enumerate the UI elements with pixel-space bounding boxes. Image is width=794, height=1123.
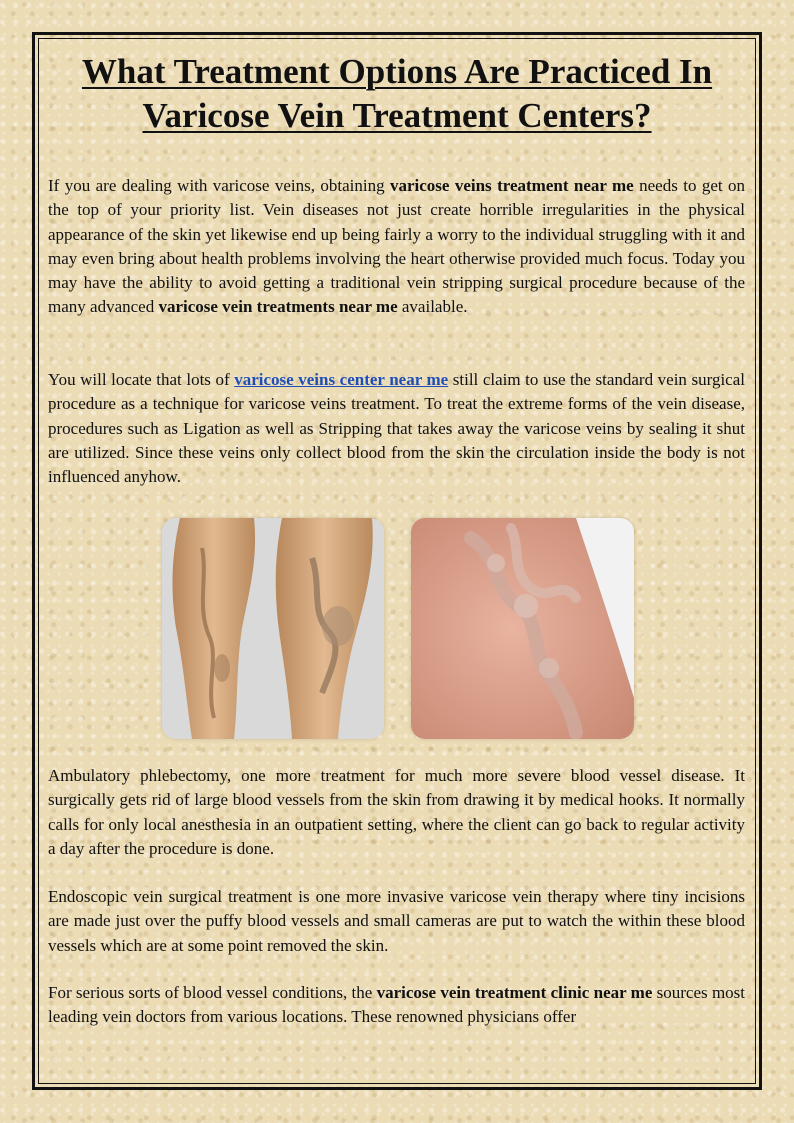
knee-varicose-veins-photo [411, 518, 634, 739]
clinic-keyword: varicose vein treatment clinic near me [376, 983, 653, 1002]
varicose-veins-center-link[interactable]: varicose veins center near me [234, 370, 449, 389]
clinic-text-1: For serious sorts of blood vessel conditions, the [48, 983, 377, 1002]
title-line-1: What Treatment Options Are Practiced In [81, 52, 713, 91]
title-line-2: Varicose Vein Treatment Centers? [142, 96, 652, 135]
paragraph-vein-center [48, 368, 745, 489]
intro-text-1: If you are dealing with varicose veins, obtaining [48, 176, 390, 195]
center-text-2: still claim to use the standard vein surgical procedure as a technique for varicose veins treatment. To treat the extreme forms of the vein disease, procedures such as Ligation as well as Stripping that takes away the varicose veins by sealing it shut are utilized. Since these veins only collect blood from the skin the circulation inside the body is not influenced anyhow. [48, 370, 745, 487]
page-title [48, 50, 746, 138]
paragraph-endoscopic-surgery: Endoscopic vein surgical treatment is one more invasive varicose vein therapy where tiny incisions are made just over the puffy blood vessels and small cameras are put to watch the within these blood vessels which are at some point removed the skin. [48, 887, 745, 955]
paragraph-treatment-clinic [48, 981, 745, 1030]
clinic-text-2: sources most leading vein doctors from various locations. These renowned physicians offer [48, 983, 746, 1027]
intro-text-3: available. [397, 297, 468, 317]
paragraph-ambulatory-phlebectomy: Ambulatory phlebectomy, one more treatment for much more severe blood vessel disease. It surgically gets rid of large blood vessels from the skin from drawing it by medical hooks. It normally calls for only local anesthesia in an outpatient setting, where the client can go back to regular activity a day after the procedure is done. [48, 766, 745, 858]
intro-keyword-1: varicose veins treatment near me [389, 176, 634, 195]
intro-text-2: needs to get on the top of your priority list. Vein diseases not just create horrible irregularities in the physical appearance of the skin yet likewise end up being fairly a worry to the individual struggling with it and may even bring about health problems involving the heart otherwise provided much focus. Today you may have the ability to avoid getting a traditional vein stripping surgical procedure because of the many advanced [48, 176, 746, 317]
legs-varicose-veins-photo [162, 518, 384, 739]
intro-keyword-2: varicose vein treatments near me [158, 297, 398, 317]
center-text-1: You will locate that lots of [48, 370, 235, 389]
paragraph-intro [48, 174, 745, 320]
